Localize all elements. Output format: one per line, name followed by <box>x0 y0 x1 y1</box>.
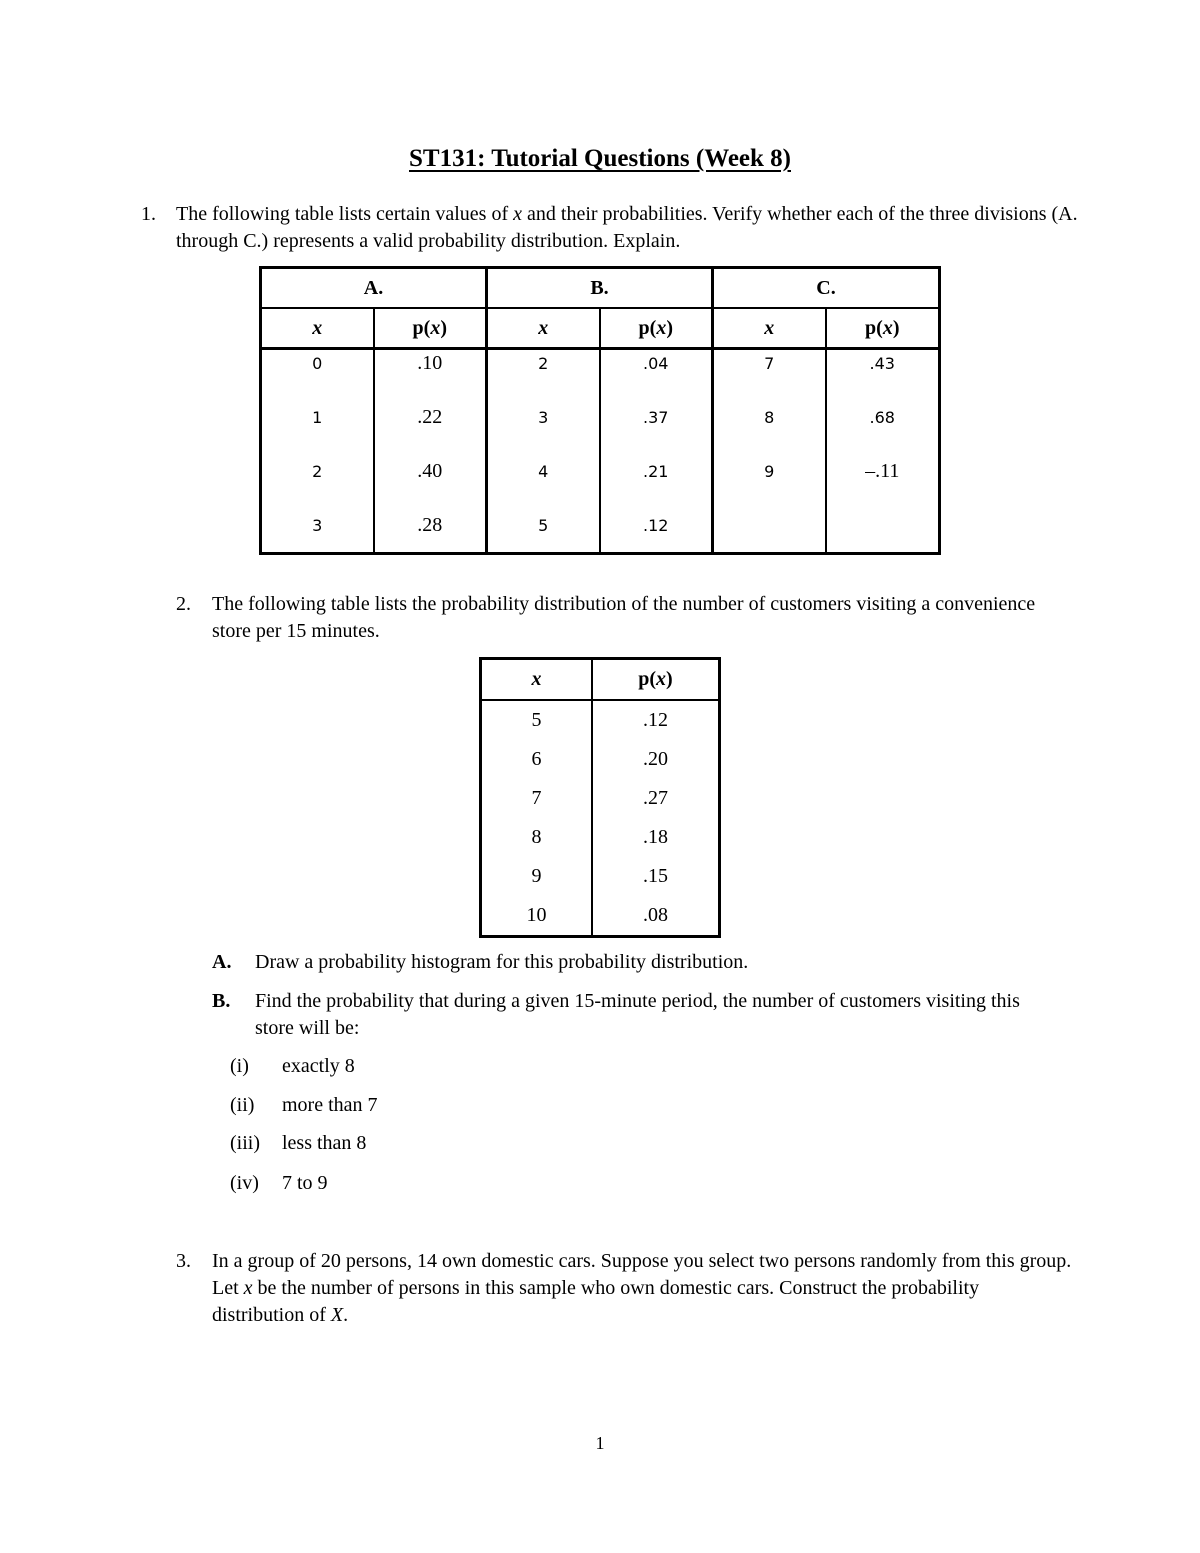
page-number: 1 <box>595 1433 605 1453</box>
table-cell: –.11 <box>826 458 940 512</box>
table-row <box>481 700 720 740</box>
table-cell: .27 <box>592 779 720 818</box>
table-cell: 9 <box>531 865 542 887</box>
table-cell: .28 <box>374 512 487 554</box>
question-2 <box>176 591 1076 645</box>
column-header-px: p(x) <box>374 308 487 349</box>
table-cell: 7 <box>531 787 542 809</box>
table-cell: .43 <box>826 349 940 405</box>
table-cell: 10 <box>526 904 547 926</box>
table-cell: 1 <box>312 408 323 427</box>
column-header-x: x <box>713 308 826 349</box>
table-cell: 6 <box>531 748 542 770</box>
table-cell <box>826 512 940 554</box>
table-cell: 3 <box>312 516 323 535</box>
question-number: 3. <box>176 1250 191 1272</box>
table-cell: 7 <box>713 349 826 405</box>
table-cell: .18 <box>592 818 720 857</box>
table-cell: .04 <box>600 349 713 405</box>
table-cell: .68 <box>826 404 940 458</box>
table-cell: 8 <box>713 404 826 458</box>
column-header-px: p(x) <box>826 308 940 349</box>
column-header-px: p(x) <box>592 659 720 701</box>
part-a <box>212 949 1062 976</box>
table-row <box>261 404 940 458</box>
page-title: ST131: Tutorial Questions (Week 8) <box>409 145 791 172</box>
table-cell: 5 <box>531 709 542 731</box>
group-header: C. <box>713 268 940 309</box>
table-row <box>261 512 940 554</box>
table-cell: .12 <box>592 700 720 740</box>
group-header: B. <box>487 268 713 309</box>
table-cell: 4 <box>487 458 600 512</box>
table-cell: 9 <box>713 458 826 512</box>
table-cell: .15 <box>592 857 720 896</box>
table-cell: .22 <box>374 404 487 458</box>
distribution-table-1 <box>259 266 941 555</box>
table-cell: 0 <box>312 354 323 373</box>
table-row <box>261 349 940 405</box>
column-header-x: x <box>261 308 374 349</box>
part-text: Find the probability that during a given 15-minute period, the number of customers visiting this store will be: <box>255 990 1020 1039</box>
table-row <box>481 779 720 818</box>
table-row <box>481 896 720 937</box>
question-3 <box>176 1248 1076 1329</box>
table-cell: .40 <box>374 458 487 512</box>
table-cell: .37 <box>600 404 713 458</box>
question-number: 2. <box>176 593 191 615</box>
question-text: The following table lists the probability distribution of the number of customers visiting a convenience store per 15 minutes. <box>212 593 1036 642</box>
column-header-x: x <box>487 308 600 349</box>
part-label: A. <box>212 951 232 973</box>
table-cell: .20 <box>592 740 720 779</box>
part-text: Draw a probability histogram for this probability distribution. <box>255 951 749 973</box>
table-cell: .10 <box>374 349 487 405</box>
distribution-table-2 <box>479 657 721 938</box>
table-cell: 5 <box>487 512 600 554</box>
question-1 <box>141 201 1081 255</box>
table-cell: .12 <box>600 512 713 554</box>
table-cell: .08 <box>592 896 720 937</box>
part-b <box>212 988 1062 1042</box>
table-cell: 2 <box>312 462 323 481</box>
question-text: The following table lists certain values of x and their probabilities. Verify whether each of the three divisions (A. through C.) represents a valid probability distribution. Explain. <box>176 203 1078 252</box>
column-header-x: x <box>481 659 592 701</box>
table-cell: 3 <box>487 404 600 458</box>
table-cell: 2 <box>487 349 600 405</box>
table-row <box>261 458 940 512</box>
group-header: A. <box>261 268 487 309</box>
table-cell: 8 <box>531 826 542 848</box>
column-header-px: p(x) <box>600 308 713 349</box>
question-number: 1. <box>141 203 156 225</box>
table-cell: .21 <box>600 458 713 512</box>
table-row <box>481 857 720 896</box>
question-text: In a group of 20 persons, 14 own domestic cars. Suppose you select two persons randomly from this group. Let x be the number of persons in this sample who own domestic cars. Construct the probability distribution of X. <box>212 1250 1072 1326</box>
table-row <box>481 740 720 779</box>
table-row <box>481 818 720 857</box>
part-label: B. <box>212 990 231 1012</box>
table-cell <box>713 512 826 554</box>
